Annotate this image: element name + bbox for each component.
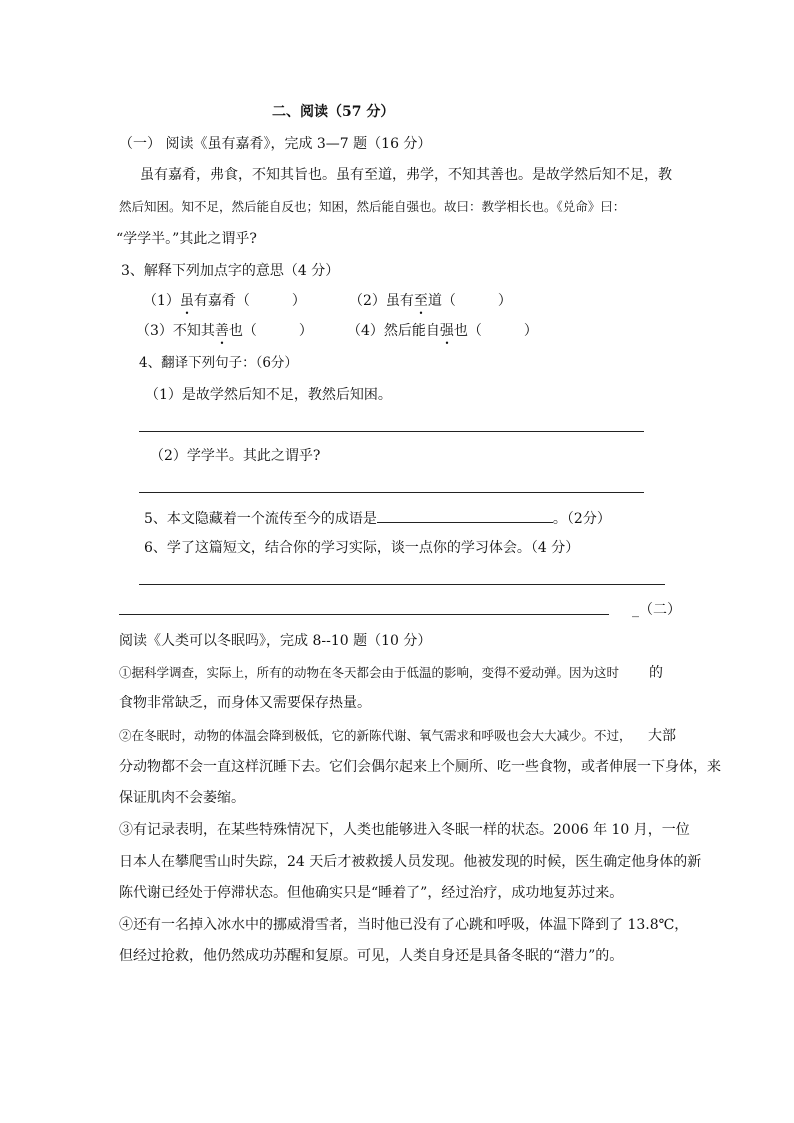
passage-line-2: 然后知困。知不足，然后能自反也；知困，然后能自强也。故曰：教学相长也。《兑命》曰： [119,199,626,214]
p1-line-1: ①据科学调查，实际上，所有的动物在冬天都会由于低温的影响，变得不爱动弹。因为这时 [119,665,620,680]
q3-item-1-post: 有嘉肴（ ） [193,293,306,309]
q4-sentence-2: （2）学学半。其此之谓乎? [150,448,321,464]
p3-line-2: 日本人在攀爬雪山时失踪，24 天后才被救援人员发现。他被发现的时候，医生确定他身体的新 [119,854,702,870]
q3-prompt: 3、解释下列加点字的意思（4 分） [121,263,340,279]
q4-prompt: 4、翻译下列句子：（6分） [139,355,298,371]
section-title: 二、阅读（57 分） [272,104,395,120]
q3-item-2-pre: （2）虽有 [349,293,414,309]
q6-prompt: 6、学了这篇短文，结合你的学习实际，谈一点你的学习体会。（4 分） [144,540,580,556]
q3-item-4-post: 也（ ） [453,323,538,339]
part2-heading: 阅读《人类可以冬眠吗》，完成 8--10 题（10 分） [119,633,432,649]
q3-item-4-pre: （4）然后能自 [347,323,440,339]
q5-prompt-post: 。（2分） [552,511,611,527]
p2-line-2: 分动物都不会一直这样沉睡下去。它们会偶尔起来上个厕所、吃一些食物，或者伸展一下身体，来 [119,759,721,775]
q3-item-4 [347,322,538,340]
p2-line-1-end: 大部 [648,728,676,744]
q3-item-3-post: 也（ ） [228,323,313,339]
q3-item-3-dotted-char: 善 [214,323,229,339]
q3-item-3 [136,322,313,340]
q5-prompt-pre: 5、本文隐藏着一个流传至今的成语是 [144,511,377,527]
q6-answer-line-1[interactable] [139,584,665,585]
q3-item-2 [349,292,512,310]
q4-answer-line-2[interactable] [139,492,644,493]
p3-line-3: 陈代谢已经处于停滞状态。但他确实只是“睡着了”，经过治疗，成功地复苏过来。 [119,885,624,901]
q5-prompt [144,508,611,528]
q6-answer-line-2[interactable] [119,614,609,615]
part2-label: _（二） [632,602,681,618]
p2-line-3: 保证肌肉不会萎缩。 [119,790,245,806]
part1-heading: （一） 阅读《虽有嘉肴》，完成 3—7 题（16 分） [119,136,432,152]
passage-line-3: “学学半。”其此之谓乎? [116,231,257,247]
q3-item-1-dotted-char: 虽 [179,293,194,309]
q3-item-3-pre: （3）不知其 [136,323,215,339]
q4-answer-line-1[interactable] [139,431,644,432]
q3-item-4-dotted-char: 强 [439,323,454,339]
q3-item-2-post: 道（ ） [427,293,512,309]
p1-line-1-end: 的 [649,665,663,681]
q3-item-2-dotted-char: 至 [413,293,428,309]
p4-line-2: 但经过抢救，他仍然成功苏醒和复原。可见，人类自身还是具备冬眠的“潜力”的。 [119,948,624,964]
p1-line-2: 食物非常缺乏，而身体又需要保存热量。 [119,695,371,711]
q5-answer-blank[interactable] [377,508,553,523]
q3-item-1 [143,292,306,310]
p2-line-1: ②在冬眠时，动物的体温会降到极低，它的新陈代谢、氧气需求和呼吸也会大大减少。不过， [119,728,632,743]
p4-line-1: ④还有一名掉入冰水中的挪威滑雪者，当时他已没有了心跳和呼吸，体温下降到了 13.8℃， [119,917,689,933]
q3-item-1-pre: （1） [143,293,180,309]
p3-line-1: ③有记录表明，在某些特殊情况下，人类也能够进入冬眠一样的状态。2006 年 10 月，一位 [119,822,690,838]
q4-sentence-1: （1）是故学然后知不足，教然后知困。 [145,387,392,403]
passage-line-1: 虽有嘉肴，弗食，不知其旨也。虽有至道，弗学，不知其善也。是故学然后知不足，教 [140,167,672,183]
